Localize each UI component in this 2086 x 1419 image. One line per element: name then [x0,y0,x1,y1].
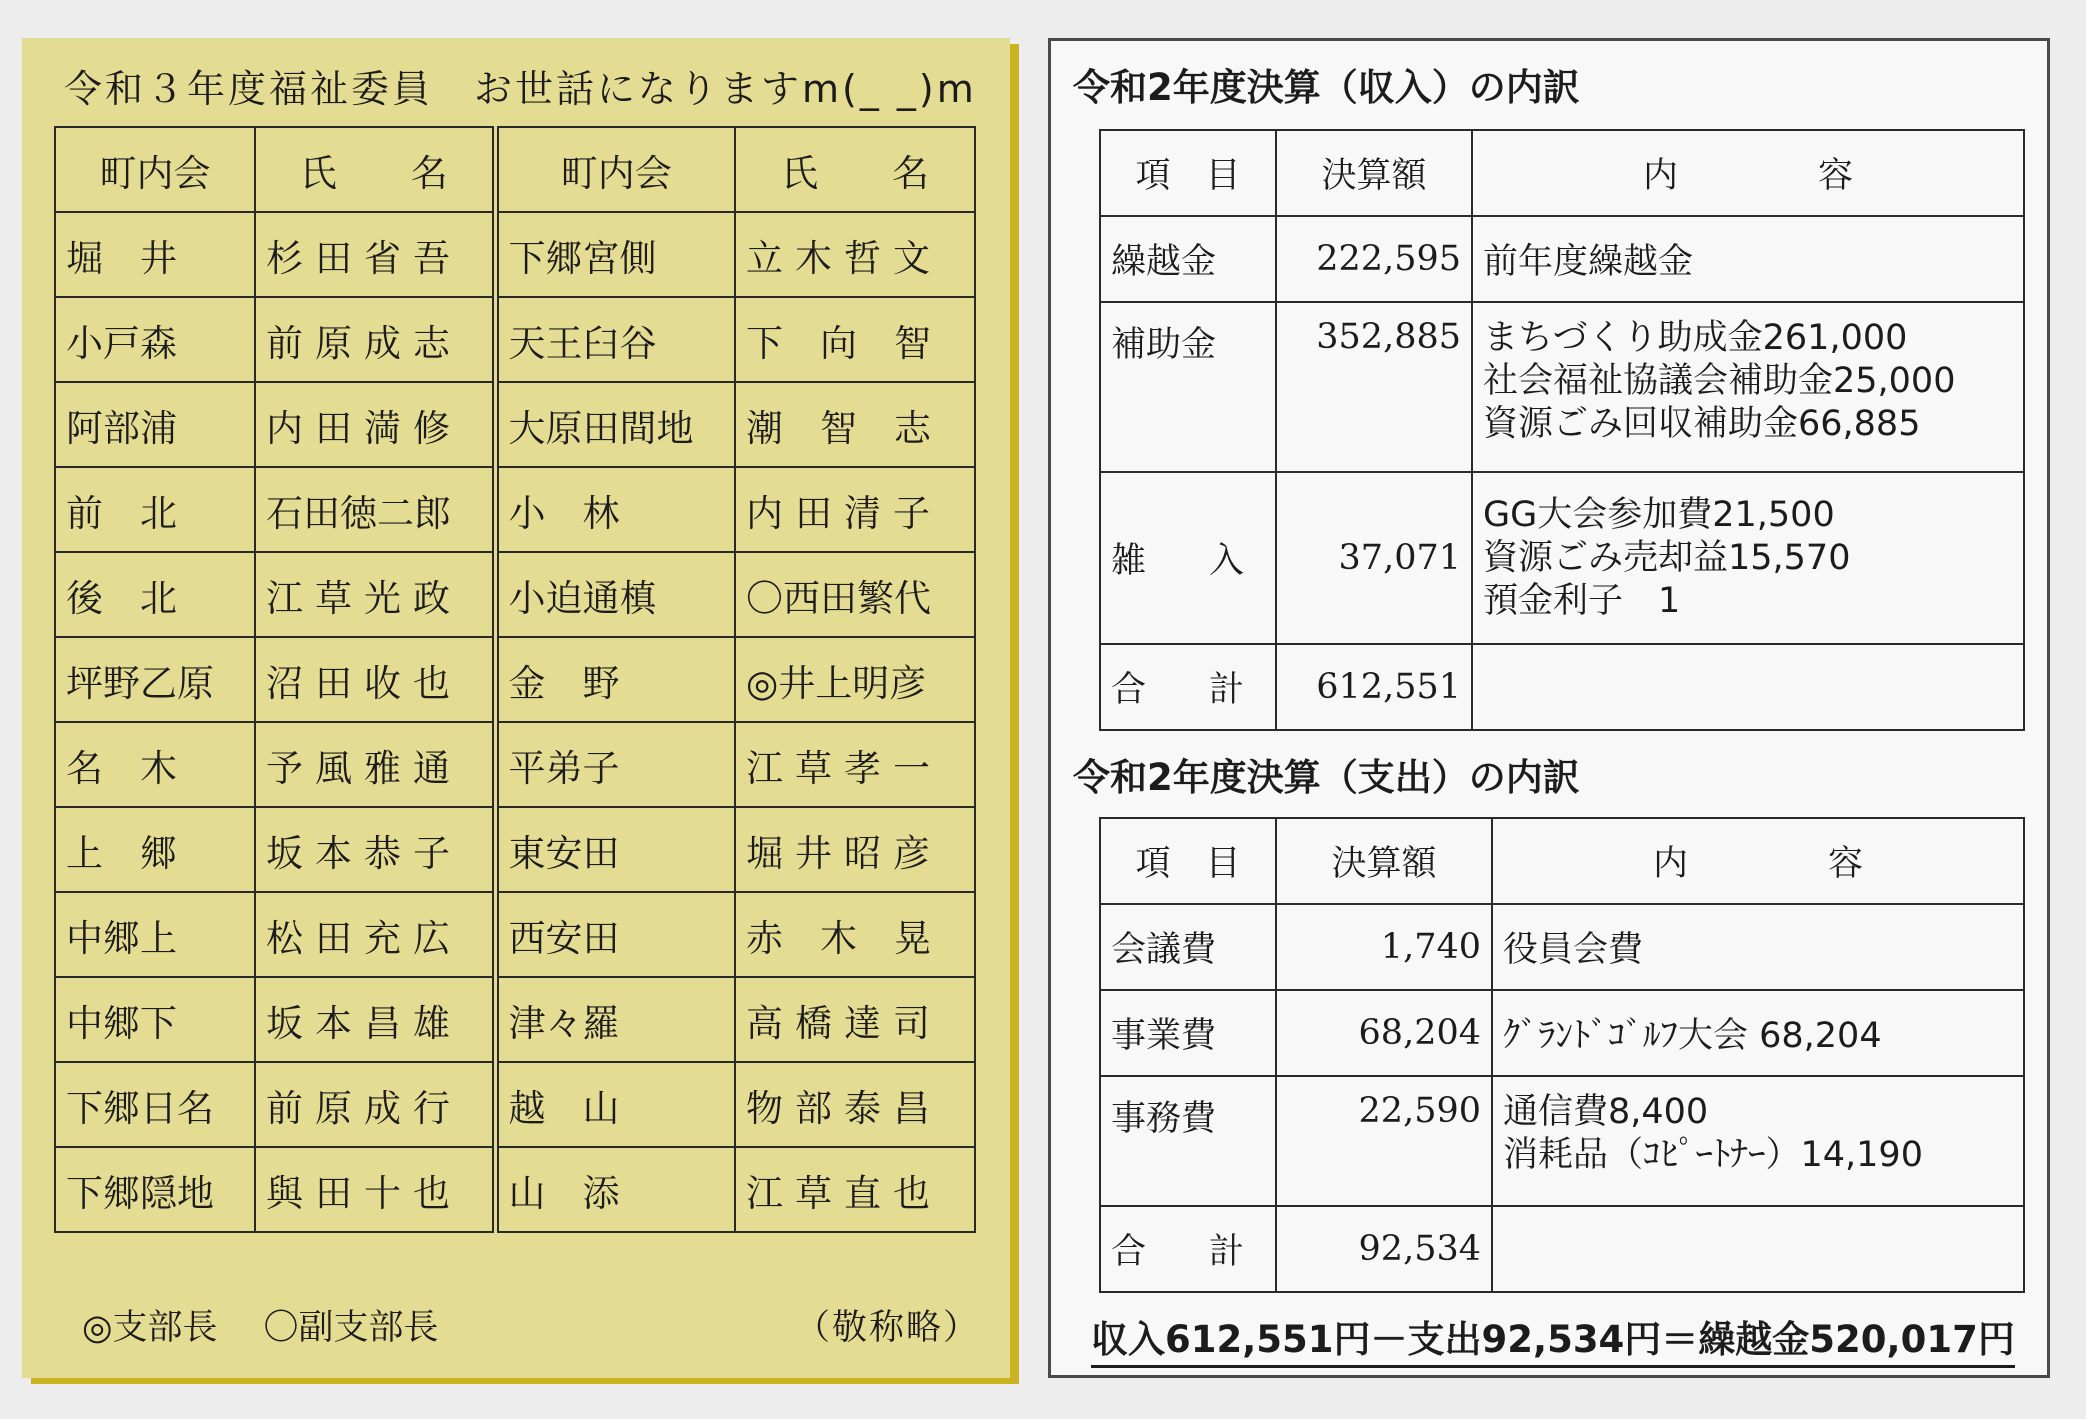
member-name-cell: 前原成行 [255,1062,495,1147]
income-details [1472,302,2024,472]
expense-details [1492,1076,2024,1206]
detail-line: 預金利子 1 [1483,580,1681,621]
expense-details [1492,1206,2024,1292]
members-header-row [55,127,975,212]
income-title: 令和2年度決算（収入）の内訳 [1073,66,1580,109]
member-name-cell: 内田清子 [735,467,975,552]
member-name-cell: 下 向 智 [735,297,975,382]
income-amount: 222,595 [1276,216,1472,302]
member-name-cell: 堀井昭彦 [735,807,975,892]
town-association-cell: 大原田間地 [495,382,735,467]
table-row [1100,472,2024,644]
header-town-association: 町内会 [495,127,735,212]
table-row [55,1062,975,1147]
members-title: 令和３年度福祉委員 お世話になりますm(_ _)m [64,67,977,111]
vice-chief-legend: 〇副支部長 [263,1308,439,1348]
town-association-cell: 西安田 [495,892,735,977]
detail-line: 資源ごみ売却益15,570 [1483,537,1851,578]
town-association-cell: 小迫通槙 [495,552,735,637]
member-name-cell: 松田充広 [255,892,495,977]
town-association-cell: 上 郷 [55,807,255,892]
income-details [1472,644,2024,730]
header-item: 項 目 [1100,130,1276,216]
member-name-cell: 江草孝一 [735,722,975,807]
table-row [55,552,975,637]
header-name: 氏 名 [255,127,495,212]
expense-header-row [1100,818,2024,904]
balance-summary: 収入612,551円－支出92,534円＝繰越金520,017円 [1091,1309,2015,1368]
town-association-cell: 中郷下 [55,977,255,1062]
table-row [55,467,975,552]
town-association-cell: 平弟子 [495,722,735,807]
role-legend [82,1300,439,1350]
member-name-cell: 江草光政 [255,552,495,637]
header-details: 内 容 [1472,130,2024,216]
member-name-cell: ◎井上明彦 [735,637,975,722]
table-row [55,1147,975,1232]
income-table [1099,129,2025,731]
town-association-cell: 下郷日名 [55,1062,255,1147]
income-item: 繰越金 [1100,216,1276,302]
header-amount: 決算額 [1276,818,1492,904]
income-item: 補助金 [1100,302,1276,472]
member-name-cell: 坂本昌雄 [255,977,495,1062]
table-row [1100,302,2024,472]
header-item: 項 目 [1100,818,1276,904]
member-name-cell: 物部泰昌 [735,1062,975,1147]
member-name-cell: 江草直也 [735,1147,975,1232]
header-details: 内 容 [1492,818,2024,904]
town-association-cell: 山 添 [495,1147,735,1232]
town-association-cell: 天王臼谷 [495,297,735,382]
income-total-label: 合 計 [1100,644,1276,730]
table-row [55,722,975,807]
town-association-cell: 下郷隠地 [55,1147,255,1232]
town-association-cell: 後 北 [55,552,255,637]
table-row [55,297,975,382]
town-association-cell: 阿部浦 [55,382,255,467]
town-association-cell: 下郷宮側 [495,212,735,297]
town-association-cell: 前 北 [55,467,255,552]
header-amount: 決算額 [1276,130,1472,216]
expense-item: 事業費 [1100,990,1276,1076]
income-total-amount: 612,551 [1276,644,1472,730]
income-amount: 352,885 [1276,302,1472,472]
expense-amount: 1,740 [1276,904,1492,990]
member-name-cell: 〇西田繁代 [735,552,975,637]
member-name-cell: 予風雅通 [255,722,495,807]
detail-line: 消耗品（ｺﾋﾟｰﾄﾅｰ）14,190 [1503,1135,1923,1175]
town-association-cell: 金 野 [495,637,735,722]
town-association-cell: 東安田 [495,807,735,892]
table-row [1100,904,2024,990]
table-row [1100,990,2024,1076]
member-name-cell: 赤 木 晃 [735,892,975,977]
member-name-cell: 立木哲文 [735,212,975,297]
town-association-cell: 中郷上 [55,892,255,977]
member-name-cell: 内田満修 [255,382,495,467]
expense-title: 令和2年度決算（支出）の内訳 [1073,756,1580,799]
town-association-cell: 堀 井 [55,212,255,297]
town-association-cell: 小 林 [495,467,735,552]
header-name: 氏 名 [735,127,975,212]
member-name-cell: 前原成志 [255,297,495,382]
town-association-cell: 坪野乙原 [55,637,255,722]
income-total-row [1100,644,2024,730]
expense-item: 会議費 [1100,904,1276,990]
town-association-cell: 小戸森 [55,297,255,382]
town-association-cell: 津々羅 [495,977,735,1062]
table-row [55,212,975,297]
member-name-cell: 石田徳二郎 [255,467,495,552]
table-row [55,892,975,977]
expense-details: ｸﾞﾗﾝﾄﾞｺﾞﾙﾌ大会 68,204 [1492,990,2024,1076]
table-row [1100,216,2024,302]
member-name-cell: 高橋達司 [735,977,975,1062]
expense-item: 事務費 [1100,1076,1276,1206]
member-name-cell: 潮 智 志 [735,382,975,467]
expense-details: 役員会費 [1492,904,2024,990]
table-row [55,807,975,892]
member-name-cell: 沼田收也 [255,637,495,722]
expense-total-label: 合 計 [1100,1206,1276,1292]
income-details: 前年度繰越金 [1472,216,2024,302]
income-header-row [1100,130,2024,216]
income-amount: 37,071 [1276,472,1472,644]
detail-line: GG大会参加費21,500 [1483,494,1835,535]
income-item: 雑 入 [1100,472,1276,644]
town-association-cell: 名 木 [55,722,255,807]
expense-total-amount: 92,534 [1276,1206,1492,1292]
settlement-panel [1048,38,2050,1378]
member-name-cell: 杉田省吾 [255,212,495,297]
detail-line: まちづくり助成金261,000 [1483,318,1908,358]
detail-line: 社会福祉協議会補助金25,000 [1483,361,1956,401]
members-table [54,126,976,1233]
member-name-cell: 坂本恭子 [255,807,495,892]
branch-chief-legend: ◎支部長 [82,1308,218,1348]
detail-line: 通信費8,400 [1503,1092,1709,1132]
income-details [1472,472,2024,644]
detail-line: 資源ごみ回収補助金66,885 [1483,404,1921,444]
table-row [55,977,975,1062]
header-town-association: 町内会 [55,127,255,212]
table-row [55,637,975,722]
expense-table [1099,817,2025,1293]
table-row [55,382,975,467]
town-association-cell: 越 山 [495,1062,735,1147]
expense-amount: 68,204 [1276,990,1492,1076]
welfare-members-panel [22,38,1010,1378]
table-row [1100,1076,2024,1206]
honorifics-note: （敬称略） [794,1308,980,1348]
member-name-cell: 與田十也 [255,1147,495,1232]
expense-total-row [1100,1206,2024,1292]
expense-amount: 22,590 [1276,1076,1492,1206]
